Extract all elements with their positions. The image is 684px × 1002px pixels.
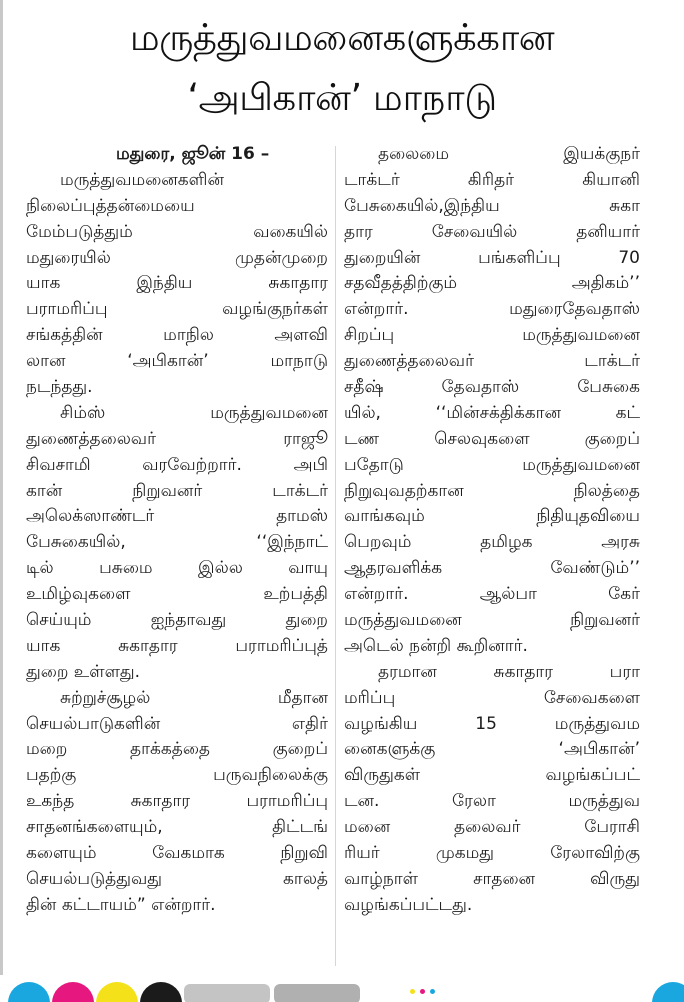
article-line: தரமான சுகாதார பரா bbox=[378, 661, 640, 682]
article-line: கான் நிறுவனர் டாக்டர் bbox=[26, 480, 328, 501]
magenta-pin-mark bbox=[420, 989, 425, 994]
article-line: அலெக்ஸாண்டர் தாமஸ் bbox=[26, 506, 328, 527]
headline-line-1: மருத்துவமனைகளுக்கான bbox=[129, 16, 555, 59]
article-line: வழங்கிய 15 மருத்துவம bbox=[344, 713, 640, 734]
article-line: களையும் வேகமாக நிறுவி bbox=[26, 843, 328, 864]
cyan-registration-dot bbox=[8, 982, 50, 1002]
article-line: சாதனங்களையும், திட்டங் bbox=[26, 817, 328, 838]
article-line: தார சேவையில் தனியார் bbox=[344, 221, 640, 242]
article-line: டண செலவுகளை குறைப் bbox=[344, 428, 640, 449]
dateline: மதுரை, ஜூன் 16 – bbox=[116, 144, 270, 164]
magenta-registration-dot bbox=[52, 982, 94, 1002]
article-line: செய்யும் ஐந்தாவது துறை bbox=[26, 610, 328, 631]
article-line: சதீஷ் தேவதாஸ் பேசுகை bbox=[344, 377, 640, 398]
article-line: செயல்படுத்துவது காலத் bbox=[26, 868, 328, 889]
article-line: வழங்கப்பட்டது. bbox=[344, 894, 473, 915]
article-line: உமிழ்வுகளை உற்பத்தி bbox=[26, 584, 328, 605]
article-line: வாழ்நாள் சாதனை விருது bbox=[344, 868, 640, 889]
article-line: மனை தலைவர் பேராசி bbox=[344, 817, 640, 838]
article-column-right bbox=[344, 142, 640, 919]
article-line: மருத்துவமனை நிறுவனர் bbox=[344, 610, 640, 631]
article-line: டன. ரேலா மருத்துவ bbox=[344, 791, 640, 812]
article-line: மறை தாக்கத்தை குறைப் bbox=[26, 739, 328, 760]
article-line: துணைத்தலைவர் டாக்டர் bbox=[344, 351, 640, 372]
article-line: யில், ‘‘மின்சக்திக்கான கட் bbox=[344, 402, 640, 423]
article-line: மதுரையில் முதன்முறை bbox=[26, 247, 328, 268]
article-line: லான ‘அபிகான்’ மாநாடு bbox=[26, 351, 328, 372]
article-line: பெறவும் தமிழக அரசு bbox=[344, 532, 640, 553]
article-line: தலைமை இயக்குநர் bbox=[378, 144, 640, 164]
article-line: யாக இந்திய சுகாதார bbox=[26, 273, 328, 294]
article-line: சிம்ஸ் மருத்துவமனை bbox=[60, 402, 328, 423]
article-line: பதற்கு பருவநிலைக்கு bbox=[26, 765, 328, 786]
article-line: னைகளுக்கு ‘அபிகான்’ bbox=[344, 739, 640, 760]
article-line: என்றார். மதுரைதேவதாஸ் bbox=[344, 299, 640, 320]
article-line: நிறுவுவதற்கான நிலத்தை bbox=[344, 480, 640, 501]
article-line: நடந்தது. bbox=[26, 377, 93, 398]
headline bbox=[40, 8, 644, 128]
article-line: டாக்டர் கிரிதர் கியானி bbox=[344, 169, 640, 190]
article-line: ஆதரவளிக்க வேண்டும்’’ bbox=[344, 558, 640, 579]
article-line: மருத்துவமனைகளின் bbox=[60, 169, 224, 190]
article-line: துறை உள்ளது. bbox=[26, 661, 141, 682]
article-line: யாக சுகாதார பராமரிப்புத் bbox=[26, 635, 328, 656]
article-line: என்றார். ஆல்பா கேர் bbox=[344, 584, 640, 605]
article-line: அடெல் நன்றி கூறினார். bbox=[344, 635, 528, 656]
article-line: நிலைப்புத்தன்மையை bbox=[26, 195, 195, 216]
cyan-pin-mark bbox=[430, 989, 435, 994]
article-line: சுற்றுச்சூழல் மீதான bbox=[60, 687, 328, 708]
yellow-pin-mark bbox=[410, 989, 415, 994]
article-line: மேம்படுத்தும் வகையில் bbox=[26, 221, 328, 242]
article-line: பராமரிப்பு வழங்குநர்கள் bbox=[26, 299, 328, 320]
print-registration-strip bbox=[0, 978, 684, 1002]
article-line: மரிப்பு சேவைகளை bbox=[344, 687, 640, 708]
article-line: பேசுகையில், ‘‘இந்நாட் bbox=[26, 532, 328, 553]
article-line: துணைத்தலைவர் ராஜூ bbox=[26, 428, 328, 449]
gray-registration-bar-2 bbox=[274, 984, 360, 1002]
article-line: விருதுகள் வழங்கப்பட் bbox=[344, 765, 640, 786]
article-line: துறையின் பங்களிப்பு 70 bbox=[344, 247, 640, 268]
article-line: செயல்பாடுகளின் எதிர் bbox=[26, 713, 328, 734]
cyan-registration-dot-right bbox=[652, 982, 684, 1002]
article-line: பேசுகையில்,இந்திய சுகா bbox=[344, 195, 640, 216]
article-line: தின் கட்டாயம்” என்றார். bbox=[26, 894, 216, 915]
column-divider bbox=[335, 146, 336, 966]
black-registration-dot bbox=[140, 982, 182, 1002]
yellow-registration-dot bbox=[96, 982, 138, 1002]
article-line: டில் பசுமை இல்ல வாயு bbox=[26, 558, 328, 579]
article-line: சங்கத்தின் மாநில அளவி bbox=[26, 325, 328, 346]
article-column-left bbox=[26, 142, 328, 919]
article-line: சதவீதத்திற்கும் அதிகம்’’ bbox=[344, 273, 640, 294]
gray-registration-bar bbox=[184, 984, 270, 1002]
page-edge-rule bbox=[0, 0, 3, 975]
article-line: ரியர் முகமது ரேலாவிற்கு bbox=[344, 843, 640, 864]
article-line: வாங்கவும் நிதியுதவியை bbox=[344, 506, 640, 527]
article-line: சிவசாமி வரவேற்றார். அபி bbox=[26, 454, 328, 475]
headline-line-2: ‘அபிகான்’ மாநாடு bbox=[187, 76, 497, 119]
article-line: உகந்த சுகாதார பராமரிப்பு bbox=[26, 791, 328, 812]
article-line: பதோடு மருத்துவமனை bbox=[344, 454, 640, 475]
article-line: சிறப்பு மருத்துவமனை bbox=[344, 325, 640, 346]
